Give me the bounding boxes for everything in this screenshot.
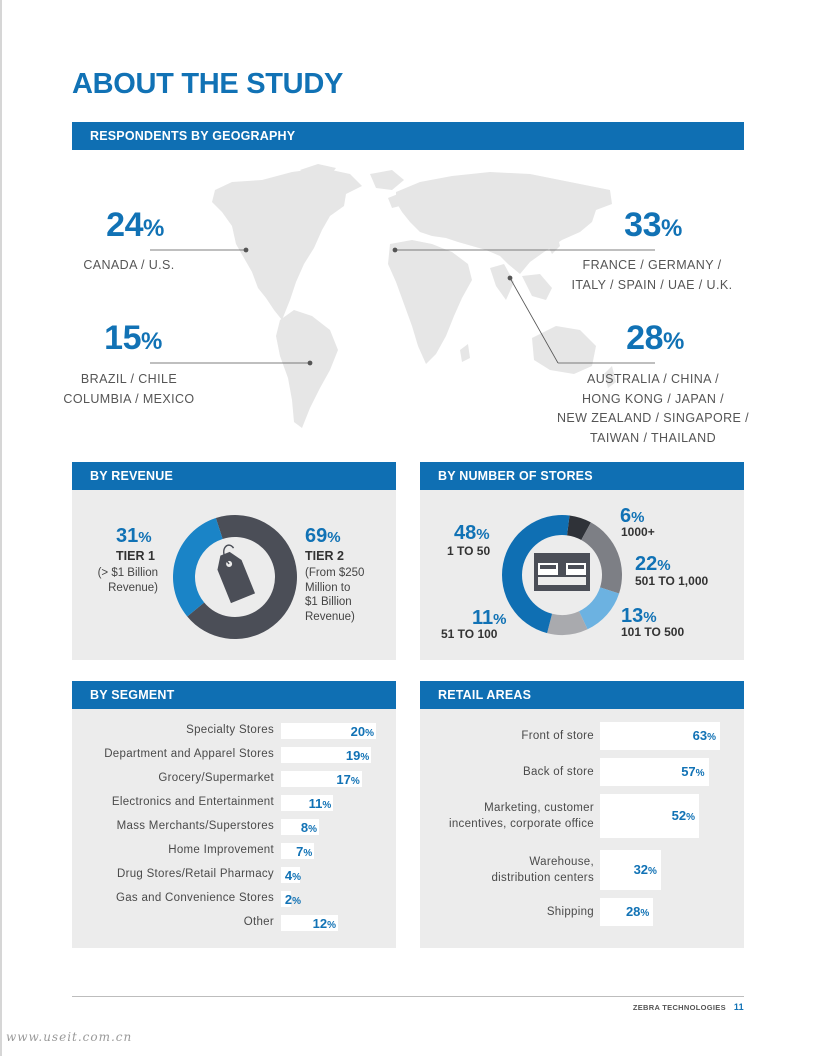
retail-area-label-line: distribution centers xyxy=(491,872,594,884)
footer xyxy=(633,1002,744,1012)
footer-company: ZEBRA TECHNOLOGIES xyxy=(632,1003,726,1012)
page-title: ABOUT THE STUDY xyxy=(72,68,344,100)
caption-latam: BRAZIL / CHILE COLUMBIA / MEXICO xyxy=(63,372,195,406)
segment-value: 11% xyxy=(308,796,332,811)
revenue-slice-tier1 xyxy=(173,518,223,616)
caption-canada-us: CANADA / U.S. xyxy=(83,258,175,272)
caption-europe: FRANCE / GERMANY / ITALY / SPAIN / UAE / U.K. xyxy=(571,258,733,292)
segment-value: 8% xyxy=(300,820,317,835)
segment-value: 17% xyxy=(336,772,360,787)
stores-1000-label: 1000+ xyxy=(621,525,655,539)
retail-area-label xyxy=(491,854,594,887)
retail-area-label-line: Warehouse, xyxy=(529,855,594,868)
segment-value: 7% xyxy=(296,844,313,859)
stores-header: BY NUMBER OF STORES xyxy=(420,462,744,490)
tier1-value: 31% xyxy=(116,525,152,547)
retail-area-label xyxy=(449,800,594,833)
segment-value: 20% xyxy=(350,724,374,739)
tier1-desc: (> $1 Billion Revenue) xyxy=(97,567,158,594)
stat-apac: 28% xyxy=(626,319,684,357)
segment-label: Drug Stores/Retail Pharmacy xyxy=(116,868,274,880)
retail-area-value: 28% xyxy=(625,904,650,919)
stat-canada-us: 24% xyxy=(106,206,164,244)
retail-area-label xyxy=(523,764,594,781)
segment-value: 4% xyxy=(284,868,301,883)
stat-latam: 15% xyxy=(104,319,162,357)
stores-51-100-label: 51 TO 100 xyxy=(441,627,498,641)
segment-value: 2% xyxy=(284,892,301,907)
retail-area-label xyxy=(547,904,594,921)
tier1-label: TIER 1 xyxy=(116,549,155,563)
watermark: www.useit.com.cn xyxy=(6,1030,133,1044)
price-tag-icon xyxy=(210,543,255,604)
segment-value: 19% xyxy=(345,748,370,763)
stores-51-100-value: 11% xyxy=(472,607,507,629)
retail-area-label-line: Back of store xyxy=(522,765,594,778)
retail-areas-header: RETAIL AREAS xyxy=(420,681,744,709)
retail-area-label-line: Front of store xyxy=(521,729,594,742)
stores-1-50-value: 48% xyxy=(454,522,490,544)
stores-501-1000-value: 22% xyxy=(635,553,671,575)
segment-label: Other xyxy=(243,916,274,928)
segment-label: Department and Apparel Stores xyxy=(104,748,274,760)
retail-area-value: 52% xyxy=(671,808,696,823)
segment-label: Mass Merchants/Superstores xyxy=(116,820,274,832)
page-edge xyxy=(0,0,2,1056)
segment-label: Grocery/Supermarket xyxy=(158,772,274,784)
retail-area-label-line: Marketing, customer xyxy=(484,801,594,814)
tier2-label: TIER 2 xyxy=(305,549,344,563)
segment-label: Gas and Convenience Stores xyxy=(115,892,274,904)
tier2-desc: (From $250 Million to $1 Billion Revenue) xyxy=(305,567,365,623)
storefront-icon xyxy=(534,553,590,591)
stores-1000-value: 6% xyxy=(620,505,645,527)
stores-slice-101-to-500 xyxy=(579,587,619,629)
retail-area-value: 63% xyxy=(692,728,716,743)
stat-europe: 33% xyxy=(624,206,682,244)
page-number: 11 xyxy=(733,1002,744,1012)
revenue-header: BY REVENUE xyxy=(72,462,396,490)
tier2-value: 69% xyxy=(305,525,341,547)
caption-apac: AUSTRALIA / CHINA / HONG KONG / JAPAN / NEW ZEALAND / SINGAPORE / TAIWAN / THAILAND xyxy=(557,372,749,445)
stores-101-500-value: 13% xyxy=(621,605,657,627)
stores-1-50-label: 1 TO 50 xyxy=(447,544,491,558)
stores-501-1000-label: 501 TO 1,000 xyxy=(635,574,709,588)
segment-header: BY SEGMENT xyxy=(72,681,396,709)
segment-label: Home Improvement xyxy=(168,844,274,856)
geography-header: RESPONDENTS BY GEOGRAPHY xyxy=(72,122,744,150)
stores-101-500-label: 101 TO 500 xyxy=(621,625,685,639)
segment-label: Specialty Stores xyxy=(186,724,274,736)
segment-value: 12% xyxy=(312,916,336,931)
retail-area-value: 32% xyxy=(633,862,657,877)
retail-area-value: 57% xyxy=(681,764,705,779)
retail-area-label-line: incentives, corporate office xyxy=(449,818,594,830)
revenue-donut xyxy=(170,514,300,640)
retail-area-label xyxy=(521,728,594,745)
segment-label: Electronics and Entertainment xyxy=(111,796,274,808)
stores-donut xyxy=(500,513,624,637)
footer-rule xyxy=(72,996,744,997)
retail-area-label-line: Shipping xyxy=(546,905,594,918)
